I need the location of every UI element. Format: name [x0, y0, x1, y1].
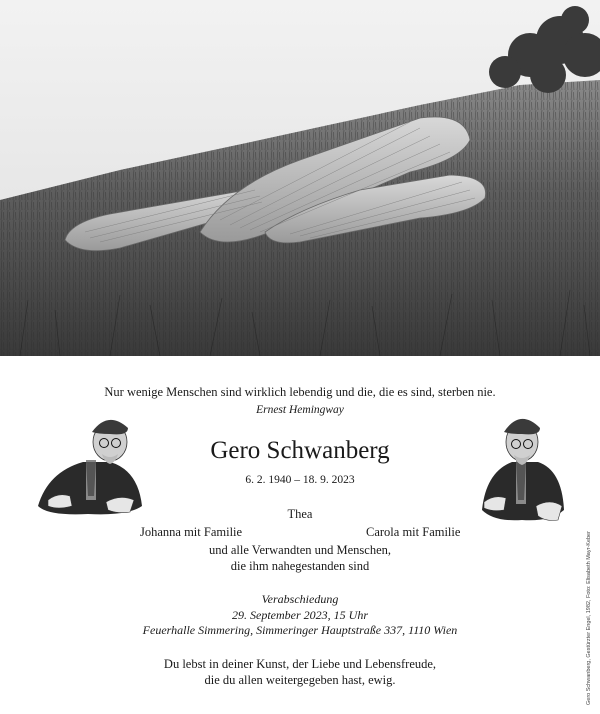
mourner-primary: Thea	[287, 507, 313, 521]
sculpture-photo-icon	[0, 0, 600, 356]
closing-text	[90, 656, 510, 688]
farewell-title: Verabschiedung	[261, 592, 339, 606]
closing-line-1: Du lebst in deiner Kunst, der Liebe und Lebensfreude,	[163, 657, 437, 671]
quote-author: Ernest Hemingway	[256, 404, 344, 416]
deceased-dates: 6. 2. 1940 – 18. 9. 2023	[245, 474, 355, 486]
photo-credit: Gero Schwanberg, Gestürzter Engel, 1982, Foto: Elisabeth Mayr-Keber	[586, 531, 592, 705]
relatives-text	[90, 542, 510, 574]
header-photo	[0, 0, 600, 356]
farewell-date: 29. September 2023, 15 Uhr	[232, 607, 368, 622]
deceased-name: Gero Schwanberg	[210, 437, 390, 464]
relatives-line-1: und alle Verwandten und Menschen,	[208, 543, 391, 557]
relatives-line-2: die ihm nahegestanden sind	[230, 559, 370, 573]
mourner-left: Johanna mit Familie	[140, 525, 243, 539]
closing-line-2: die du allen weitergegeben hast, ewig.	[204, 673, 396, 687]
farewell-location: Feuerhalle Simmering, Simmeringer Hauptstraße 337, 1110 Wien	[142, 623, 458, 637]
farewell-info	[90, 592, 510, 639]
quote-text: Nur wenige Menschen sind wirklich lebendig und die, die es sind, sterben nie.	[104, 385, 496, 399]
mourner-right: Carola mit Familie	[366, 525, 461, 539]
